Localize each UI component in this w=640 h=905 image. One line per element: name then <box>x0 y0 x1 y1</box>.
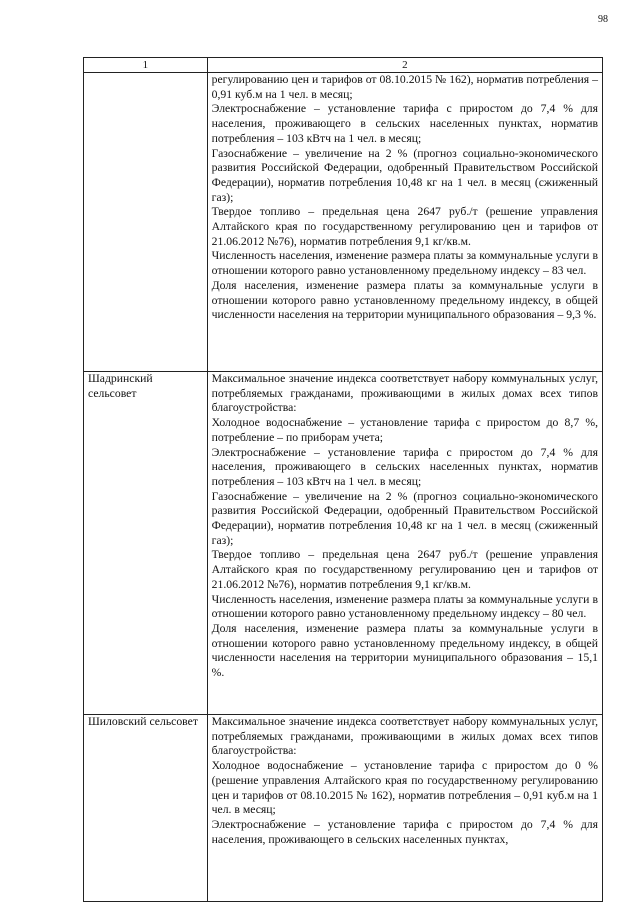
paragraph: Численность населения, изменение размера платы за коммунальные услуги в отношении которого равно установленному предельному индексу – 80 чел. <box>211 592 598 621</box>
paragraph: регулированию цен и тарифов от 08.10.2015 № 162), норматив потребления – 0,91 куб.м на 1 чел. в месяц; <box>211 73 598 101</box>
municipality-name: Шадринский сельсовет <box>84 372 208 715</box>
municipality-description <box>207 715 602 902</box>
column-header-2: 2 <box>207 58 602 73</box>
paragraph: Газоснабжение – увеличение на 2 % (прогноз социально-экономического развития Российской Федерации, одобренный Правительством Российской Федерации), норматив потребления 10,48 кг на 1 чел. в месяц (сжиженный газ); <box>211 489 598 547</box>
paragraph: Газоснабжение – увеличение на 2 % (прогноз социально-экономического развития Российской Федерации, одобренный Правительством Российской Федерации), норматив потребления 10,48 кг на 1 чел. в месяц (сжиженный газ); <box>211 146 598 204</box>
column-header-1: 1 <box>84 58 208 73</box>
municipality-description <box>207 73 602 372</box>
table-row <box>84 715 603 902</box>
table-row <box>84 372 603 715</box>
paragraph: Максимальное значение индекса соответствует набору коммунальных услуг, потребляемых гражданами, проживающими в жилых домах всех типов благоустройства: <box>211 715 598 758</box>
table-header-row <box>84 58 603 73</box>
cell-clip <box>212 715 598 901</box>
paragraph: Доля населения, изменение размера платы за коммунальные услуги в отношении которого равно установленному предельному индексу, в общей численности населения на территории муниципального образования – 15,1 %. <box>211 621 598 680</box>
paragraph: Электроснабжение – установление тарифа с приростом до 7,4 % для населения, проживающего в сельских населенных пунктах, <box>211 817 598 846</box>
paragraph: Электроснабжение – установление тарифа с приростом до 7,4 % для населения, проживающего в сельских населенных пунктах, норматив потребления – 103 кВтч на 1 чел. в месяц; <box>211 102 598 145</box>
page-number: 98 <box>598 14 608 25</box>
table-row <box>84 73 603 372</box>
municipality-description <box>207 372 602 715</box>
paragraph: Доля населения, изменение размера платы за коммунальные услуги в отношении которого равно установленному предельному индексу, в общей численности населения на территории муниципального образования – 9,3 %. <box>211 278 598 322</box>
paragraph: Холодное водоснабжение – установление тарифа с приростом до 8,7 %, потребление – по приборам учета; <box>211 416 598 444</box>
paragraph: Численность населения, изменение размера платы за коммунальные услуги в отношении которого равно установленному предельному индексу – 83 чел. <box>211 249 598 278</box>
paragraph: Электроснабжение – установление тарифа с приростом до 7,4 % для населения, проживающего в сельских населенных пунктах, норматив потребления – 103 кВтч на 1 чел. в месяц; <box>211 445 598 488</box>
paragraph: Максимальное значение индекса соответствует набору коммунальных услуг, потребляемых гражданами, проживающими в жилых домах всех типов благоустройства: <box>211 372 598 415</box>
paragraph: Твердое топливо – предельная цена 2647 руб./т (решение управления Алтайского края по государственному регулированию цен и тарифов от 21.06.2012 №76), норматив потребления 9,1 кг/кв.м. <box>211 548 598 591</box>
municipality-name <box>84 73 208 372</box>
municipality-name: Шиловский сельсовет <box>84 715 208 902</box>
paragraph: Твердое топливо – предельная цена 2647 руб./т (решение управления Алтайского края по государственному регулированию цен и тарифов от 21.06.2012 №76), норматив потребления 9,1 кг/кв.м. <box>211 205 598 248</box>
tariff-table <box>83 57 603 902</box>
paragraph: Холодное водоснабжение – установление тарифа с приростом до 0 % (решение управления Алтайского края по государственному регулированию цен и тарифов от 08.10.2015 № 162), норматив потребления – 0,91 куб.м на 1 чел. в месяц; <box>211 759 598 817</box>
